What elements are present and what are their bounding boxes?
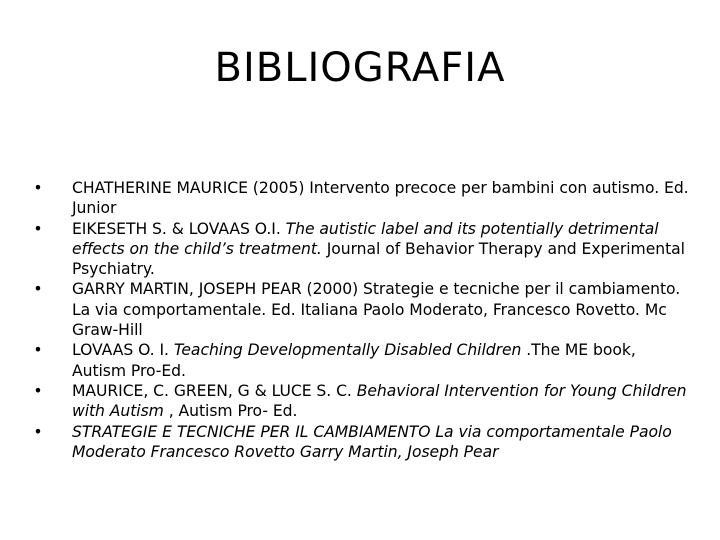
bibliography-entry: [33, 178, 692, 219]
entry-source: .The ME book, Autism Pro-Ed.: [72, 341, 636, 380]
entry-title: Behavioral Intervention for Young Children with Autism: [72, 381, 687, 421]
entry-authors: LOVAAS O. I.: [72, 341, 174, 360]
bullet-icon: •: [33, 219, 43, 238]
entry-authors: MAURICE, C. GREEN, G & LUCE S. C.: [72, 381, 357, 400]
entry-title: Teaching Developmentally Disabled Children: [173, 341, 522, 360]
bibliography-entry: [33, 219, 692, 280]
entry-text: STRATEGIE E TECNICHE PER IL CAMBIAMENTO La via comportamentale Paolo Moderato Francesco Rovetto Garry Martin, Joseph Pear: [72, 422, 672, 461]
bullet-icon: •: [33, 422, 43, 441]
bullet-icon: •: [33, 341, 43, 360]
entry-source: , Autism Pro- Ed.: [163, 402, 298, 421]
bullet-icon: •: [33, 179, 43, 197]
bullet-icon: •: [33, 280, 43, 299]
bibliography-entry: [33, 340, 692, 381]
bullet-icon: •: [33, 381, 43, 400]
bibliography-entry: [33, 381, 692, 422]
slide-title: BIBLIOGRAFIA: [214, 45, 506, 91]
bibliography-list: [33, 178, 692, 462]
entry-title: The autistic label and its potentially detrimental effects on the child’s treatment.: [72, 219, 659, 258]
entry-authors: EIKESETH S. & LOVAAS O.I.: [72, 219, 286, 238]
bibliography-entry: [33, 422, 692, 463]
entry-text: GARRY MARTIN, JOSEPH PEAR (2000) Strategie e tecniche per il cambiamento. La via comportamentale. Ed. Italiana Paolo Moderato, Francesco Rovetto. Mc Graw-Hill: [72, 280, 681, 340]
entry-text: CHATHERINE MAURICE (2005) Intervento precoce per bambini con autismo. Ed. Junior: [72, 179, 689, 218]
entry-source: Journal of Behavior Therapy and Experimental Psychiatry.: [72, 239, 685, 279]
bibliography-entry: [33, 279, 692, 340]
